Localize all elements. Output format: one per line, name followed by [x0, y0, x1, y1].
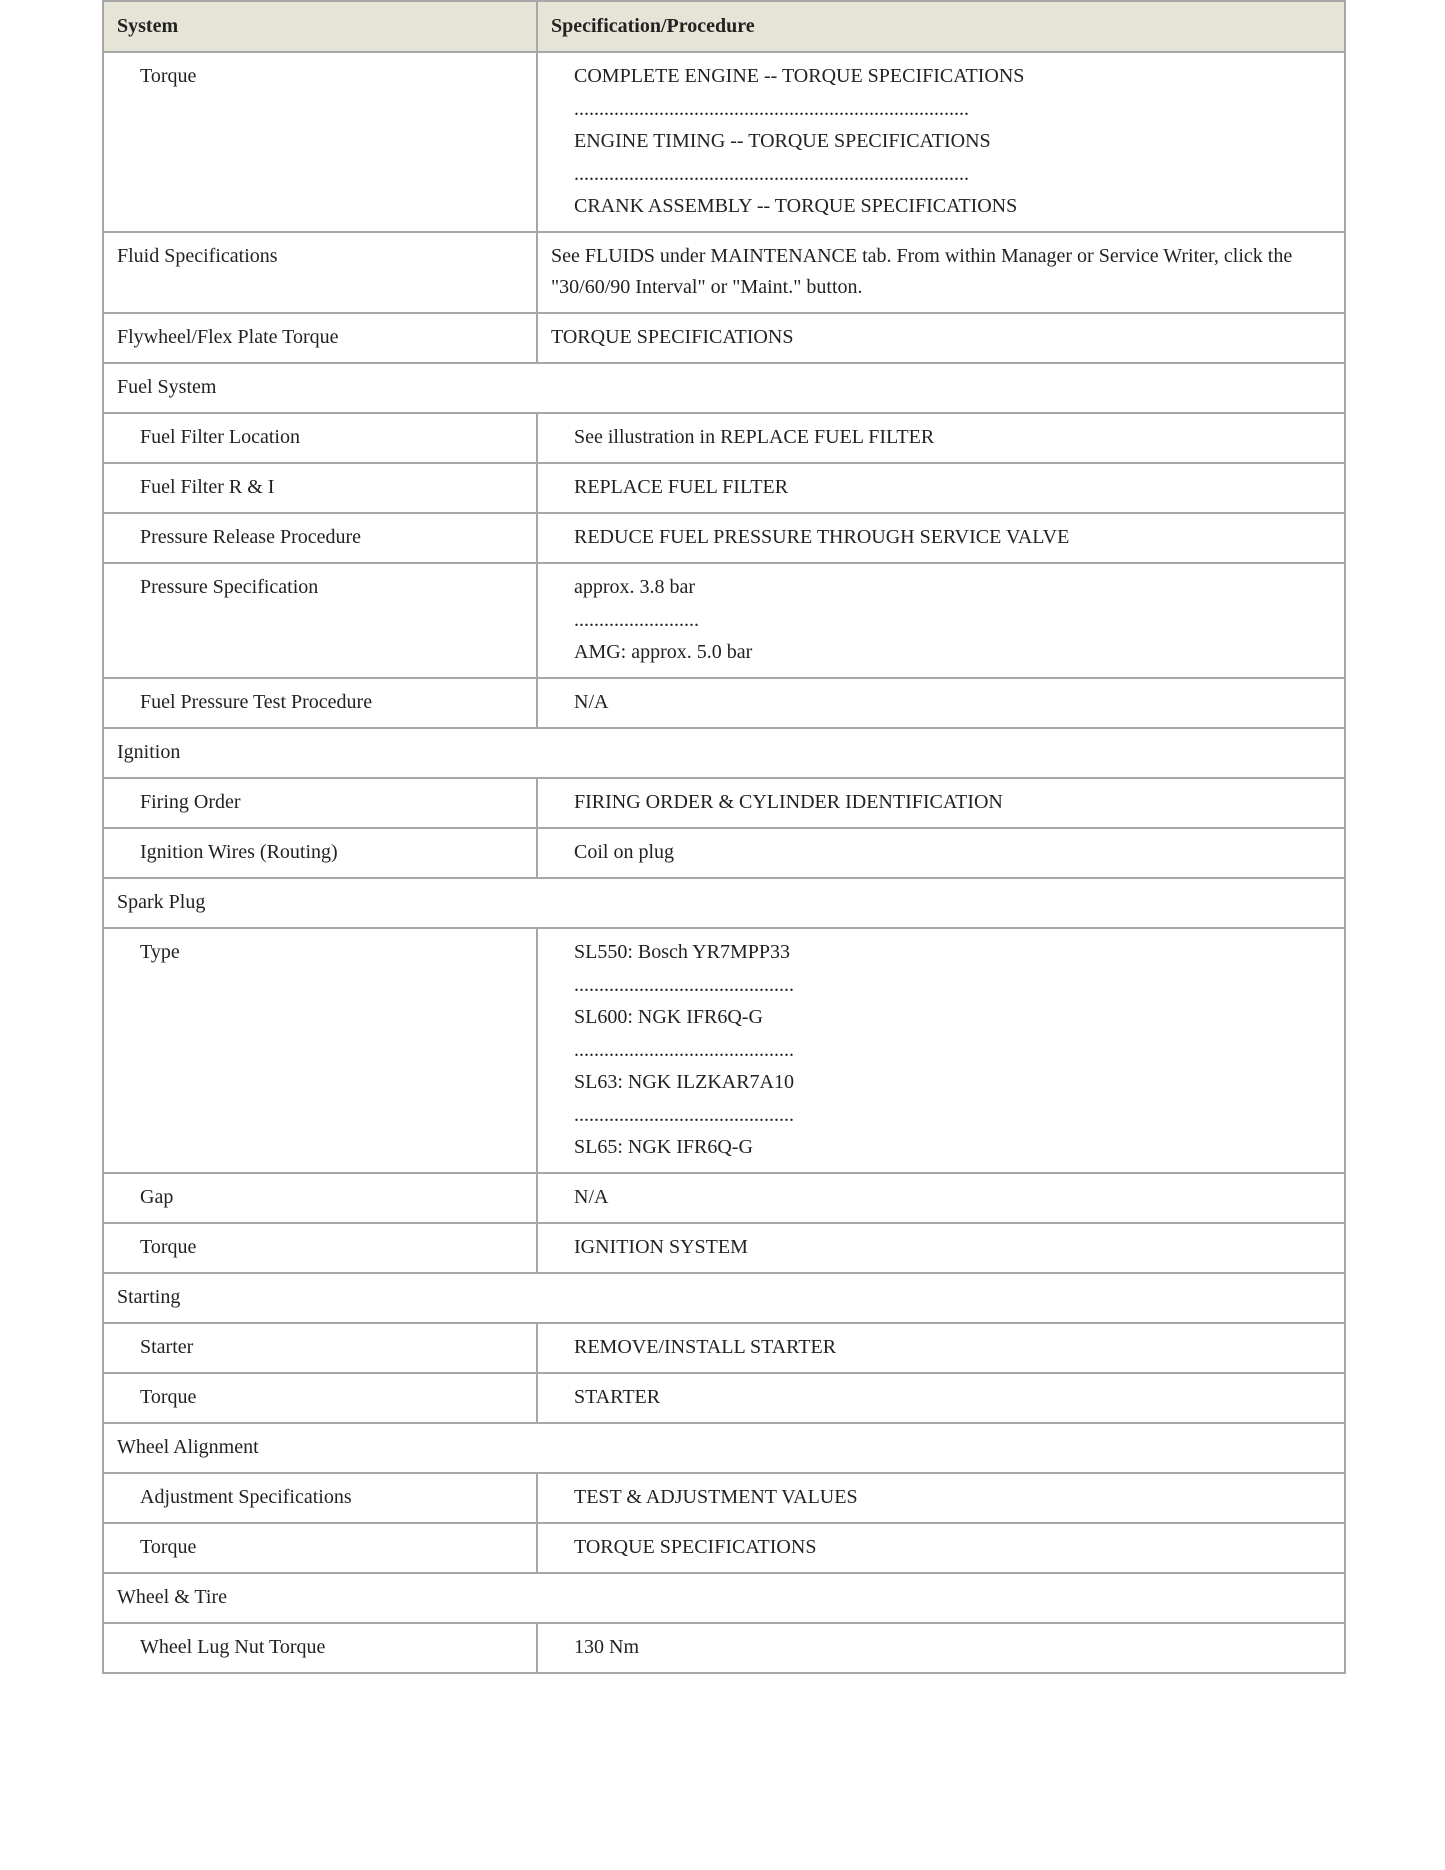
- section-heading: Spark Plug: [103, 878, 1345, 928]
- specification-cell: [537, 413, 1345, 463]
- system-cell: Pressure Specification: [103, 563, 537, 678]
- specification-text: See FLUIDS under MAINTENANCE tab. From within Manager or Service Writer, click the "30/60/90 Interval" or "Maint." button.: [551, 245, 1293, 298]
- section-row: [103, 363, 1345, 413]
- system-cell: Gap: [103, 1173, 537, 1223]
- section-heading: Wheel & Tire: [103, 1573, 1345, 1623]
- specification-table: [102, 0, 1346, 1674]
- section-row: [103, 1273, 1345, 1323]
- specification-cell: [537, 1623, 1345, 1673]
- specification-text: IGNITION SYSTEM: [574, 1236, 748, 1258]
- section-heading: Starting: [103, 1273, 1345, 1323]
- specification-cell: [537, 828, 1345, 878]
- table-row: [103, 1323, 1345, 1373]
- specification-text: Coil on plug: [574, 841, 675, 863]
- table-row: [103, 1173, 1345, 1223]
- table-body: [103, 52, 1345, 1673]
- specification-cell: [537, 928, 1345, 1173]
- specification-text: TORQUE SPECIFICATIONS: [551, 326, 794, 348]
- specification-cell: [537, 1523, 1345, 1573]
- system-cell: Torque: [103, 1523, 537, 1573]
- system-cell: Torque: [103, 52, 537, 232]
- section-heading: Wheel Alignment: [103, 1423, 1345, 1473]
- dotted-separator: ............................................: [574, 974, 794, 996]
- specification-text: COMPLETE ENGINE -- TORQUE SPECIFICATIONS: [574, 65, 1025, 87]
- table-row: [103, 778, 1345, 828]
- specification-cell: [537, 1373, 1345, 1423]
- system-cell: Flywheel/Flex Plate Torque: [103, 313, 537, 363]
- specification-text: TORQUE SPECIFICATIONS: [574, 1536, 817, 1558]
- table-row: [103, 928, 1345, 1173]
- system-cell: Torque: [103, 1373, 537, 1423]
- specification-cell: [537, 52, 1345, 232]
- section-row: [103, 1423, 1345, 1473]
- table-row: [103, 1373, 1345, 1423]
- dotted-separator: ...............................................................................: [574, 98, 969, 120]
- specification-text: AMG: approx. 5.0 bar: [574, 641, 753, 663]
- system-cell: Firing Order: [103, 778, 537, 828]
- section-row: [103, 728, 1345, 778]
- specification-text: 130 Nm: [574, 1636, 639, 1658]
- specification-cell: [537, 1323, 1345, 1373]
- specification-cell: [537, 1173, 1345, 1223]
- specification-text: SL65: NGK IFR6Q-G: [574, 1136, 753, 1158]
- section-heading: Ignition: [103, 728, 1345, 778]
- dotted-separator: ............................................: [574, 1104, 794, 1126]
- specification-text: SL63: NGK ILZKAR7A10: [574, 1071, 794, 1093]
- table-row: [103, 52, 1345, 232]
- dotted-separator: ...............................................................................: [574, 163, 969, 185]
- dotted-separator: .........................: [574, 609, 699, 631]
- system-cell: Fluid Specifications: [103, 232, 537, 313]
- table-row: [103, 313, 1345, 363]
- specification-cell: [537, 563, 1345, 678]
- table-row: [103, 1523, 1345, 1573]
- specification-cell: [537, 778, 1345, 828]
- system-cell: Adjustment Specifications: [103, 1473, 537, 1523]
- system-cell: Starter: [103, 1323, 537, 1373]
- specification-text: See illustration in REPLACE FUEL FILTER: [574, 426, 935, 448]
- system-cell: Ignition Wires (Routing): [103, 828, 537, 878]
- specification-text: CRANK ASSEMBLY -- TORQUE SPECIFICATIONS: [574, 195, 1018, 217]
- table-header: [103, 1, 1345, 52]
- specification-text: approx. 3.8 bar: [574, 576, 696, 598]
- specification-text: REMOVE/INSTALL STARTER: [574, 1336, 837, 1358]
- specification-cell: [537, 232, 1345, 313]
- table-row: [103, 1473, 1345, 1523]
- specification-text: REPLACE FUEL FILTER: [574, 476, 789, 498]
- specification-cell: [537, 313, 1345, 363]
- table-row: [103, 1623, 1345, 1673]
- specification-text: N/A: [574, 691, 609, 713]
- table-row: [103, 513, 1345, 563]
- specification-cell: [537, 463, 1345, 513]
- specification-text: N/A: [574, 1186, 609, 1208]
- specification-cell: [537, 678, 1345, 728]
- system-cell: Fuel Pressure Test Procedure: [103, 678, 537, 728]
- table-row: [103, 563, 1345, 678]
- specification-text: SL600: NGK IFR6Q-G: [574, 1006, 763, 1028]
- system-cell: Fuel Filter Location: [103, 413, 537, 463]
- section-row: [103, 1573, 1345, 1623]
- specification-text: SL550: Bosch YR7MPP33: [574, 941, 790, 963]
- dotted-separator: ............................................: [574, 1039, 794, 1061]
- table-row: [103, 413, 1345, 463]
- specification-text: FIRING ORDER & CYLINDER IDENTIFICATION: [574, 791, 1003, 813]
- specification-cell: [537, 1223, 1345, 1273]
- section-heading: Fuel System: [103, 363, 1345, 413]
- system-cell: Pressure Release Procedure: [103, 513, 537, 563]
- section-row: [103, 878, 1345, 928]
- system-cell: Type: [103, 928, 537, 1173]
- system-column-header: System: [103, 1, 537, 52]
- table-row: [103, 828, 1345, 878]
- header-row: [103, 1, 1345, 52]
- specification-cell: [537, 1473, 1345, 1523]
- table-row: [103, 678, 1345, 728]
- system-cell: Fuel Filter R & I: [103, 463, 537, 513]
- specification-text: ENGINE TIMING -- TORQUE SPECIFICATIONS: [574, 130, 991, 152]
- table-row: [103, 1223, 1345, 1273]
- specification-cell: [537, 513, 1345, 563]
- table-row: [103, 463, 1345, 513]
- specification-text: REDUCE FUEL PRESSURE THROUGH SERVICE VALVE: [574, 526, 1070, 548]
- specification-text: TEST & ADJUSTMENT VALUES: [574, 1486, 858, 1508]
- specification-column-header: Specification/Procedure: [537, 1, 1345, 52]
- specification-text: STARTER: [574, 1386, 661, 1408]
- system-cell: Wheel Lug Nut Torque: [103, 1623, 537, 1673]
- system-cell: Torque: [103, 1223, 537, 1273]
- table-row: [103, 232, 1345, 313]
